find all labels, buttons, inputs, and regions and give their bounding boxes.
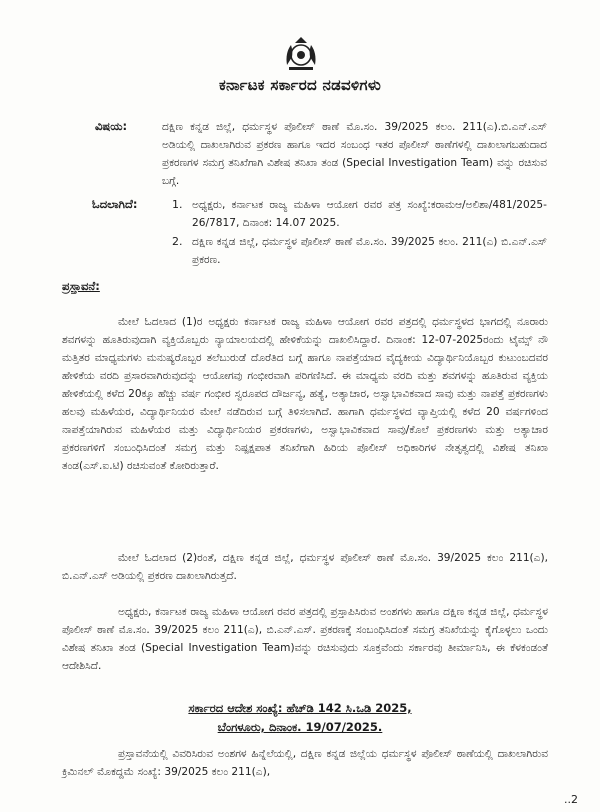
karnataka-emblem-icon bbox=[281, 35, 321, 75]
preamble-paragraph-3: ಅಧ್ಯಕ್ಷರು, ಕರ್ನಾಟಕ ರಾಜ್ಯ ಮಹಿಳಾ ಆಯೋಗ ರವರ ಪತ್ರದಲ್ಲಿ ಪ್ರಸ್ತಾಪಿಸಿರುವ ಅಂಶಗಳು ಹಾಗೂ ದಕ್ಷಿಣ ಕನ್ನಡ ಜಿಲ್ಲೆ, ಧರ್ಮಸ್ಥಳ ಪೊಲೀಸ್ ಠಾಣೆ ಮೊ.ಸಂ. 39/2025 ಕಲಂ 211(ಎ), ಬಿ.ಎನ್.ಎಸ್. ಪ್ರಕರಣಕ್ಕೆ ಸಂಬಂಧಿಸಿದಂತೆ ಸಮಗ್ರ ತನಿಖೆಯನ್ನು ಕೈಗೊಳ್ಳಲು ಒಂದು ವಿಶೇಷ ತನಿಖಾ ತಂಡ (Special Investigation Team)ವನ್ನು ರಚಿಸುವುದು ಸೂಕ್ತವೆಂದು ಸರ್ಕಾರವು ತೀರ್ಮಾನಿಸಿ, ಈ ಕೆಳಕಂಡಂತೆ ಆದೇಶಿಸಿದೆ. bbox=[62, 606, 548, 672]
order-number: ಸರ್ಕಾರದ ಆದೇಶ ಸಂಖ್ಯೆ: ಹೆಚ್‌ಡಿ 142 ಸಿ.ಒಡಿ 2025, bbox=[188, 701, 412, 715]
reference-number-2: 2. bbox=[172, 235, 183, 248]
subject-label: ವಿಷಯ: bbox=[95, 119, 128, 133]
references-label: ಓದಲಾಗಿದೆ: bbox=[92, 197, 138, 211]
preamble-heading: ಪ್ರಸ್ತಾವನೆ: bbox=[62, 279, 100, 293]
page-number: ..2 bbox=[564, 793, 578, 806]
preamble-paragraph-2: ಮೇಲೆ ಓದಲಾದ (2)ರಂತೆ, ದಕ್ಷಿಣ ಕನ್ನಡ ಜಿಲ್ಲೆ, ಧರ್ಮಸ್ಥಳ ಪೊಲೀಸ್ ಠಾಣೆ ಮೊ.ಸಂ. 39/2025 ಕಲಂ 211(ಎ), ಬಿ.ಎನ್.ಎಸ್ ಅಡಿಯಲ್ಲಿ ಪ್ರಕರಣ ದಾಖಲಾಗಿರುತ್ತದೆ. bbox=[62, 552, 548, 582]
order-place-date: ಬೆಂಗಳೂರು, ದಿನಾಂಕ. 19/07/2025. bbox=[217, 720, 383, 734]
government-proceedings-title: ಕರ್ನಾಟಕ ಸರ್ಕಾರದ ನಡವಳಿಗಳು bbox=[218, 76, 382, 94]
reference-item-1: ಅಧ್ಯಕ್ಷರು, ಕರ್ನಾಟಕ ರಾಜ್ಯ ಮಹಿಳಾ ಆಯೋಗ ರವರ ಪತ್ರ ಸಂಖ್ಯೆ:ಕರಾಮಆ/ಅಲಿಶಾ/481/2025-26/7817, ದಿನಾಂಕ: 14.07 2025. bbox=[192, 199, 547, 229]
subject-text: ದಕ್ಷಿಣ ಕನ್ನಡ ಜಿಲ್ಲೆ, ಧರ್ಮಸ್ಥಳ ಪೊಲೀಸ್ ಠಾಣೆ ಮೊ.ಸಂ. 39/2025 ಕಲಂ. 211(ಎ).ಬಿ.ಎನ್.ಎಸ್ ಅಡಿಯಲ್ಲಿ ದಾಖಲಾಗಿರುವ ಪ್ರಕರಣ ಹಾಗೂ ಇದರ ಸಂಬಂಧ ಇತರ ಪೊಲೀಸ್ ಠಾಣೆಗಳಲ್ಲಿ ದಾಖಲಾಗಬಹುದಾದ ಪ್ರಕರಣಗಳ ಸಮಗ್ರ ತನಿಖೆಗಾಗಿ ವಿಶೇಷ ತನಿಖಾ ತಂಡ (Special Investigation Team) ವನ್ನು ರಚಿಸುವ ಬಗ್ಗೆ. bbox=[162, 121, 547, 187]
reference-item-2: ದಕ್ಷಿಣ ಕನ್ನಡ ಜಿಲ್ಲೆ, ಧರ್ಮಸ್ಥಳ ಪೊಲೀಸ್ ಠಾಣೆ ಮೊ.ಸಂ. 39/2025 ಕಲಂ. 211(ಎ) ಬಿ.ಎನ್.ಎಸ್ ಪ್ರಕರಣ. bbox=[192, 236, 547, 266]
preamble-paragraph-1: ಮೇಲೆ ಓದಲಾದ (1)ರ ಅಧ್ಯಕ್ಷರು ಕರ್ನಾಟಕ ರಾಜ್ಯ ಮಹಿಳಾ ಆಯೋಗ ರವರ ಪತ್ರದಲ್ಲಿ ಧರ್ಮಸ್ಥಳದ ಭಾಗದಲ್ಲಿ ನೂರಾರು ಶವಗಳನ್ನು ಹೂತಿರುವುದಾಗಿ ವ್ಯಕ್ತಿಯೊಬ್ಬರು ನ್ಯಾಯಾಲಯದಲ್ಲಿ ಹೇಳಿಕೆಯನ್ನು ದಾಖಲಿಸಿದ್ದಾರೆ. ದಿನಾಂಕ: 12-07-2025ರಂದು ಟೈಮ್ಸ್ ನೌ ಮತ್ತಿತರ ಮಾಧ್ಯಮಗಳು ಮನುಷ್ಯರೊಬ್ಬರ ತಲೆಬುರುಡೆ ದೊರೆತಿದ ಬಗ್ಗೆ ಹಾಗೂ ನಾಪತ್ತೆಯಾದ ವೈದ್ಯಕೀಯ ವಿದ್ಯಾರ್ಥಿನಿಯೊಬ್ಬರ ಕುಟುಂಬದವರ ಹೇಳಿಕೆಯ ವರದಿ ಪ್ರಸಾರವಾಗಿರುವುದನ್ನು ಆಯೋಗವು ಗಂಭೀರವಾಗಿ ಪರಿಗಣಿಸಿದೆ. ಈ ಮಾಧ್ಯಮ ವರದಿ ಮತ್ತು ಶವಗಳನ್ನು ಹೂತಿರುವ ವ್ಯಕ್ತಿಯ ಹೇಳಿಕೆಯಲ್ಲಿ ಕಳೆದ 20ಕ್ಕೂ ಹೆಚ್ಚು ವರ್ಷ ಗಂಭೀರ ಸ್ವರೂಪದ ದೌರ್ಜನ್ಯ, ಹತ್ಯೆ, ಅತ್ಯಾಚಾರ, ಅಸ್ವಾಭಾವಿಕವಾದ ಸಾವು ಮತ್ತು ನಾಪತ್ತೆ ಪ್ರಕರಣಗಳು ಹಲವು ಮಹಿಳೆಯರ, ವಿದ್ಯಾರ್ಥಿನಿಯರ ಮೇಲೆ ನಡೆದಿರುವ ಬಗ್ಗೆ ತಿಳಿಸಲಾಗಿದೆ. ಹಾಗಾಗಿ ಧರ್ಮಸ್ಥಳದ ವ್ಯಾಪ್ತಿಯಲ್ಲಿ ಕಳೆದ 20 ವರ್ಷಗಳಿಂದ ನಾಪತ್ತೆಯಾಗಿರುವ ಮಹಿಳೆಯರ ಮತ್ತು ವಿದ್ಯಾರ್ಥಿನಿಯರ ಪ್ರಕರಣಗಳು, ಅಸ್ವಾಭಾವಿಕವಾದ ಸಾವು/ಕೊಲೆ ಪ್ರಕರಣಗಳು ಮತ್ತು ಅತ್ಯಾಚಾರ ಪ್ರಕರಣಗಳಿಗೆ ಸಂಬಂಧಿಸಿದಂತೆ ಸಮಗ್ರ ಮತ್ತು ನಿಷ್ಪಕ್ಷಪಾತ ತನಿಖೆಗಾಗಿ ಹಿರಿಯ ಪೊಲೀಸ್ ಅಧಿಕಾರಿಗಳ ನೇತೃತ್ವದಲ್ಲಿ ವಿಶೇಷ ತನಿಖಾ ತಂಡ(ಎಸ್.ಐ.ಟಿ) ರಚಿಸುವಂತೆ ಕೋರಿರುತ್ತಾರೆ. bbox=[62, 316, 548, 472]
order-paragraph: ಪ್ರಸ್ತಾವನೆಯಲ್ಲಿ ವಿವರಿಸಿರುವ ಅಂಶಗಳ ಹಿನ್ನೆಲೆಯಲ್ಲಿ, ದಕ್ಷಿಣ ಕನ್ನಡ ಜಿಲ್ಲೆಯ ಧರ್ಮಸ್ಥಳ ಪೊಲೀಸ್ ಠಾಣೆಯಲ್ಲಿ ದಾಖಲಾಗಿರುವ ಕ್ರಿಮಿನಲ್ ಮೊಕದ್ದಮೆ ಸಂಖ್ಯೆ: 39/2025 ಕಲಂ 211(ಎ), bbox=[62, 748, 548, 778]
reference-number-1: 1. bbox=[172, 198, 183, 211]
